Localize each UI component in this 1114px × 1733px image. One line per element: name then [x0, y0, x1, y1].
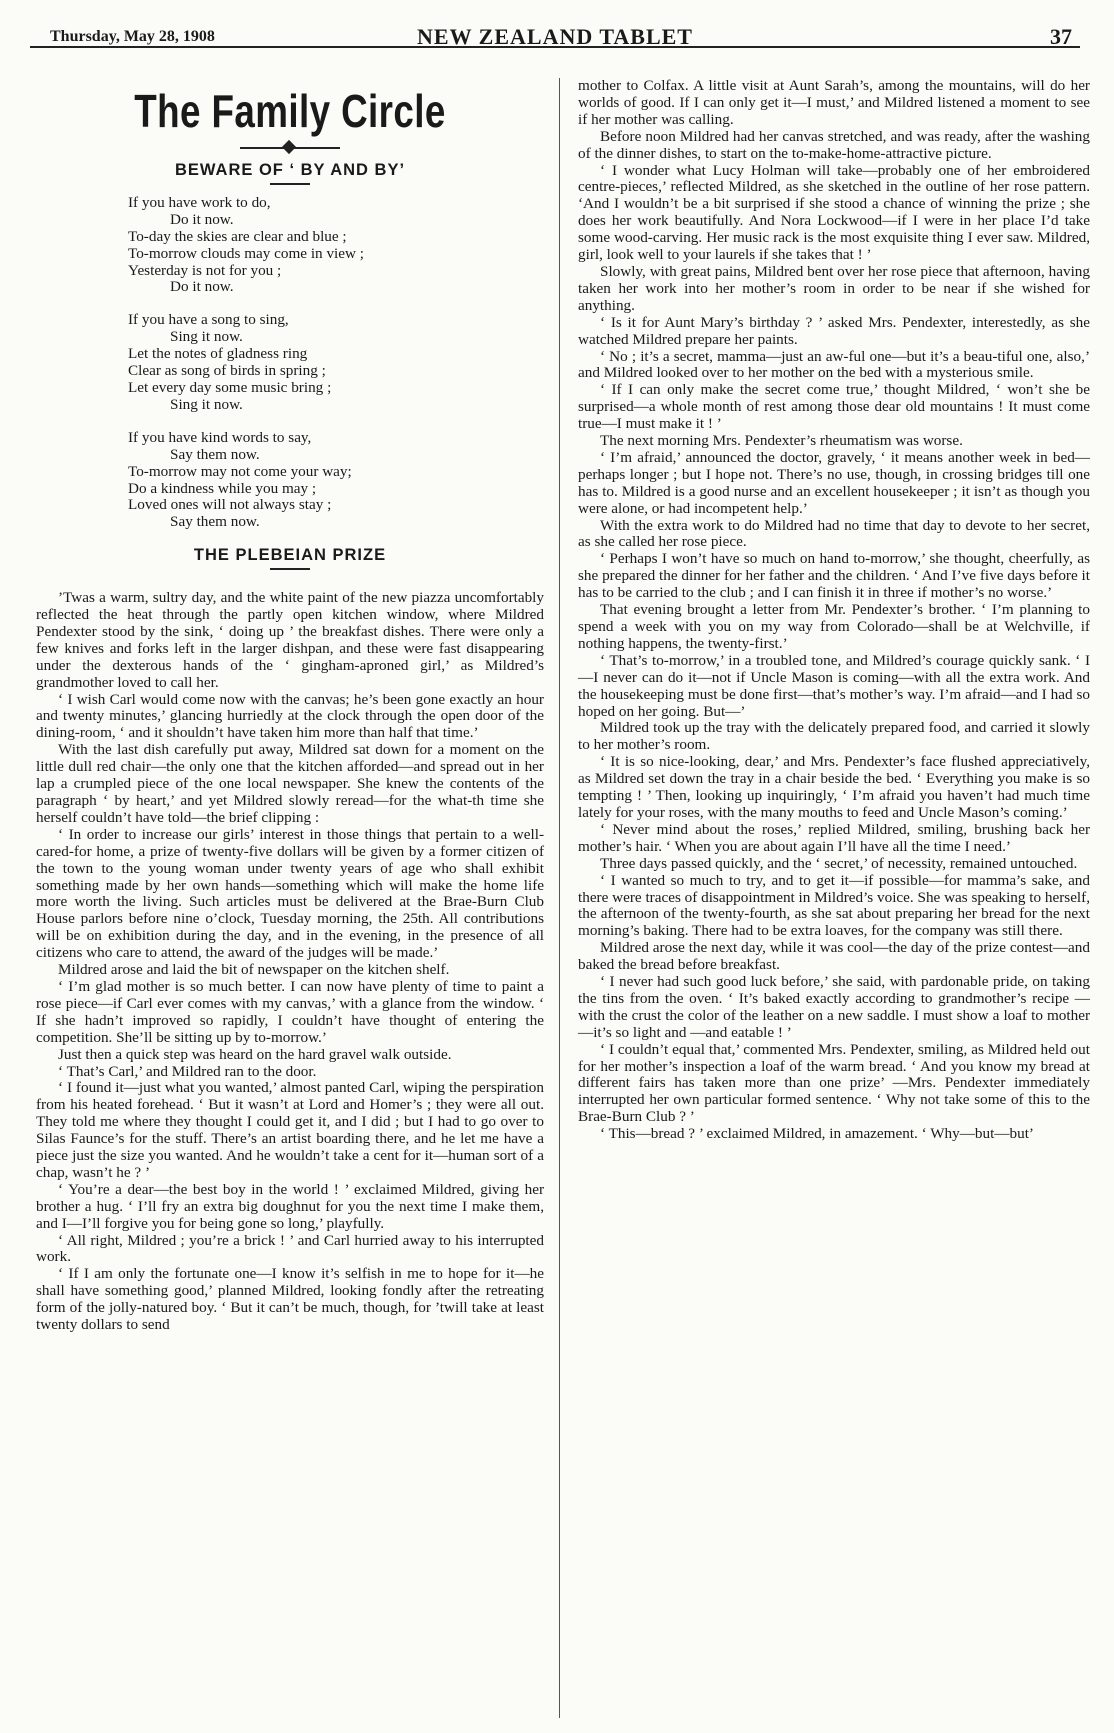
story-paragraph: Mildred arose the next day, while it was cool—the day of the prize contest—and baked the bread before breakfast.: [578, 939, 1090, 974]
story-paragraph: ‘ I wish Carl would come now with the canvas; he’s been gone exactly an hour and twenty minutes,’ glancing hurriedly at the clock through the open door of the dining-room, ‘ and it shouldn’t have taken him more than half that time.’: [36, 690, 544, 742]
story-paragraph: Three days passed quickly, and the ‘ secret,’ of necessity, remained untouched.: [600, 854, 1078, 872]
story-paragraph: ‘ I wonder what Lucy Holman will take—probably one of her embroidered centre-pieces,’ reflected Mildred, as she sketched in the outline of her rose pattern. ‘And I wouldn’t be a bit surprised if she stood a chance of winning the prize ; she does her work beautifully. And Nora Lockwood—if I were in her place I’d take some wood-carving. Her music rack is the most exquisite thing I ever saw. Mildred, girl, look well to your laurels if she takes that ! ’: [578, 161, 1090, 264]
poem-body: [128, 195, 544, 531]
poem-line: Let every day some music bring ;: [128, 378, 332, 396]
poem-stanza: [128, 195, 544, 296]
story-paragraph: ‘ Perhaps I won’t have so much on hand to-morrow,’ she thought, cheerfully, as she prepared the dinner for her father and the children. ‘ And I’ve five days before it has to be carried to the club ; and I can finish it in three if mother’s no worse.’: [578, 550, 1090, 602]
story-paragraph: ‘ Is it for Aunt Mary’s birthday ? ’ asked Mrs. Pendexter, interestedly, as she watched Mildred prepare her paints.: [578, 313, 1090, 348]
story-paragraph: With the last dish carefully put away, Mildred sat down for a moment on the little dull red chair—the only one that the kitchen afforded—and spread out in her lap a crumpled piece of the one local newspaper. She knew the contents of the paragraph ‘ by heart,’ and yet Mildred slowly reread—for the what-th time she herself couldn’t have told—the brief clipping :: [36, 741, 544, 826]
poem-line: Sing it now.: [170, 395, 243, 413]
poem-line: To-morrow clouds may come in view ;: [128, 244, 364, 262]
story-paragraph: ‘ In order to increase our girls’ interest in those things that pertain to a well-cared-for home, a prize of twenty-five dollars will be given by a former citizen of the town to the young woman under twenty years of age who shall exhibit something made by her own hands—something which will make the home life more worth the living. Such articles must be delivered at the Brae-Burn Club House parlors before nine o’clock, Tuesday morning, the 25th. All contributions will be on exhibition during the day, and in the evening, in the presence of all citizens who care to attend, the award of the judges will be made.’: [36, 825, 544, 962]
poem-line: Loved ones will not always stay ;: [128, 496, 332, 514]
story-paragraph: ‘ Never mind about the roses,’ replied Mildred, smiling, brushing back her mother’s hair. ‘ When you are about again I’ll have all the time I need.’: [578, 820, 1090, 855]
right-column: [578, 78, 1090, 1143]
story-paragraph: With the extra work to do Mildred had no time that day to devote to her secret, as she called her rose piece.: [578, 516, 1090, 551]
poem-line: Do a kindness while you may ;: [128, 479, 317, 497]
poem-line: If you have a song to sing,: [128, 311, 289, 329]
story-paragraph: The next morning Mrs. Pendexter’s rheumatism was worse.: [600, 432, 963, 450]
poem-line: If you have work to do,: [128, 193, 271, 211]
poem-line: To-morrow may not come your way;: [128, 462, 352, 480]
story-paragraph: ‘ You’re a dear—the best boy in the world ! ’ exclaimed Mildred, giving her brother a hug. ‘ I’ll fry an extra big doughnut for you the next time I make them, and I—I’ll forgive you for being gone so long,’ playfully.: [36, 1180, 544, 1232]
story-paragraph: ‘ I never had such good luck before,’ she said, with pardonable pride, on taking the tins from the oven. ‘ It’s baked exactly according to grandmother’s recipe —with the crust the color of the leather on a new saddle. I must show a loaf to mother—it’s so light and —and eatable ! ’: [578, 973, 1090, 1041]
story-paragraph: ‘ If I can only make the secret come true,’ thought Mildred, ‘ won’t she be surprised—a whole month of rest among those dear old mountains ! It must come true—I must make it ! ’: [578, 381, 1090, 433]
poem-stanza: [128, 430, 544, 531]
ornament-divider: [240, 142, 340, 154]
page-number: 37: [1050, 24, 1072, 49]
story-paragraph: ‘ I wanted so much to try, and to get it—if possible—for mamma’s sake, and there were traces of disappointment in Mildred’s voice. She was speaking to herself, the afternoon of the twenty-fourth, as she sat about preparing her bread for the next morning’s baking. There had to be extra loaves, for the company was still there.: [578, 871, 1091, 940]
story-paragraph: That evening brought a letter from Mr. Pendexter’s brother. ‘ I’m planning to spend a week with you on my way from Colorado—shall be at Welchville, if nothing happens, the twenty-first.’: [578, 601, 1090, 652]
story-paragraph: ‘ That’s Carl,’ and Mildred ran to the door.: [58, 1062, 317, 1080]
left-column: [36, 78, 544, 1334]
story-paragraph: ‘ If I am only the fortunate one—I know it’s selfish in me to hope for it—he shall have something good,’ planned Mildred, looking fondly after the retreating form of the jolly-natured boy. ‘ But it can’t be much, though, for ’twill take at least twenty dollars to send: [36, 1265, 544, 1334]
poem-line: Clear as song of birds in spring ;: [128, 362, 326, 380]
story-paragraph: Before noon Mildred had her canvas stretched, and was ready, after the washing of the dinner dishes, to start on the to-make-home-attractive picture.: [578, 127, 1090, 162]
poem-line: Say them now.: [170, 513, 260, 531]
poem-title: BEWARE OF ‘ BY AND BY’: [174, 161, 406, 179]
poem-line: Yesterday is not for you ;: [128, 261, 282, 279]
story-paragraph: ‘ That’s to-morrow,’ in a troubled tone, and Mildred’s courage quickly sank. ‘ I—I never can do it—not if Uncle Mason is coming—with all the extra work. And the housekeeping must be done first—that’s mother’s way. I’m afraid—and I had so hoped on her going. But—’: [578, 651, 1090, 720]
header-date: Thursday, May 28, 1908: [50, 28, 215, 45]
story-paragraph: ‘ All right, Mildred ; you’re a brick ! ’ and Carl hurried away to his interrupted work.: [36, 1231, 544, 1266]
story-paragraph: Mildred arose and laid the bit of newspaper on the kitchen shelf.: [58, 961, 450, 979]
poem-line: Let the notes of gladness ring: [128, 345, 308, 363]
story-paragraph: ‘ No ; it’s a secret, mamma—just an aw-ful one—but it’s a beau-tiful one, also,’ and Mildred looked over to her mother on the bed with a mysterious smile.: [578, 347, 1090, 382]
poem-line: Do it now.: [170, 210, 234, 228]
story-paragraph: Slowly, with great pains, Mildred bent over her rose piece that afternoon, having taken her work into her mother’s room in order to be near if she wished for anything.: [578, 262, 1090, 314]
story-title: THE PLEBEIAN PRIZE: [193, 546, 387, 565]
poem-line: If you have kind words to say,: [128, 428, 312, 446]
story-paragraph: Just then a quick step was heard on the hard gravel walk outside.: [58, 1045, 452, 1063]
story-paragraph: ‘ It is so nice-looking, dear,’ and Mrs. Pendexter’s face flushed appreciatively, as Mildred set down the tray in a chair beside the bed. ‘ Everything you make is so tempting ! ’ Then, looking up inquiringly, ‘ I’m afraid you haven’t had much time lately for your roses, with the many mouths to feed and Uncle Mason’s coming.’: [578, 753, 1090, 821]
page-header: [30, 14, 1080, 48]
publication-title: NEW ZEALAND TABLET: [417, 24, 693, 49]
short-divider: [270, 568, 310, 570]
poem-line: Do it now.: [170, 278, 234, 296]
poem-line: Say them now.: [170, 445, 260, 463]
section-masthead: The Family Circle: [134, 85, 446, 137]
story-paragraph: ’Twas a warm, sultry day, and the white paint of the new piazza uncomfortably reflected the heat through the partly open kitchen window, where Mildred Pendexter stood by the sink, ‘ doing up ’ the breakfast dishes. There were only a few knives and forks left in the larger dishpan, and these were fast disappearing under the dexterous hands of the ‘ gingham-aproned girl,’ as Mildred’s grandmother loved to call her.: [36, 589, 544, 691]
short-divider: [270, 183, 310, 185]
story-paragraph: Mildred took up the tray with the delicately prepared food, and carried it slowly to her mother’s room.: [578, 719, 1090, 754]
poem-line: To-day the skies are clear and blue ;: [128, 227, 347, 245]
story-text-left: [36, 590, 544, 1334]
column-divider: [559, 78, 560, 1718]
story-paragraph: ‘ I’m afraid,’ announced the doctor, gravely, ‘ it means another week in bed—perhaps longer ; but I hope not. There’s no use, though, in crossing bridges till one has to. Mildred is a good nurse and an excellent housekeeper ; it isn’t as though you were alone, or had incompetent help.’: [578, 448, 1090, 517]
story-paragraph: ‘ I’m glad mother is so much better. I can now have plenty of time to paint a rose piece—if Carl ever comes with my canvas,’ with a glance from the window. ‘ If she hadn’t improved so rapidly, I couldn’t have thought of entering the competition. She’ll be sitting up by to-morrow.’: [36, 977, 544, 1046]
story-paragraph: ‘ I found it—just what you wanted,’ almost panted Carl, wiping the perspiration from his heated forehead. ‘ But it wasn’t at Lord and Homer’s ; they were all out. They told me where they thought I could get it, and I did ; but I had to go over to Silas Faunce’s for the stuff. There’s an artist boarding there, and he let me have a piece just the size you wanted. And he wouldn’t take a cent for it—human sort of a chap, wasn’t he ? ’: [36, 1079, 544, 1181]
diamond-icon: [282, 140, 296, 154]
story-paragraph: ‘ This—bread ? ’ exclaimed Mildred, in amazement. ‘ Why—but—but’: [600, 1125, 1034, 1143]
story-paragraph: mother to Colfax. A little visit at Aunt Sarah’s, among the mountains, will do her worlds of good. If I can only get it—I must,’ and Mildred listened a moment to see if her mother was calling.: [578, 77, 1090, 128]
poem-line: Sing it now.: [170, 328, 243, 346]
story-text-right: [578, 78, 1090, 1143]
story-paragraph: ‘ I couldn’t equal that,’ commented Mrs. Pendexter, smiling, as Mildred held out for her mother’s inspection a loaf of the warm bread. ‘ And you know my bread at different fairs has taken more than one prize’ —Mrs. Pendexter immediately interrupted her own particular formed sentence. ‘ Why not take some of this to the Brae-Burn Club ? ’: [578, 1040, 1090, 1126]
poem-stanza: [128, 312, 544, 413]
